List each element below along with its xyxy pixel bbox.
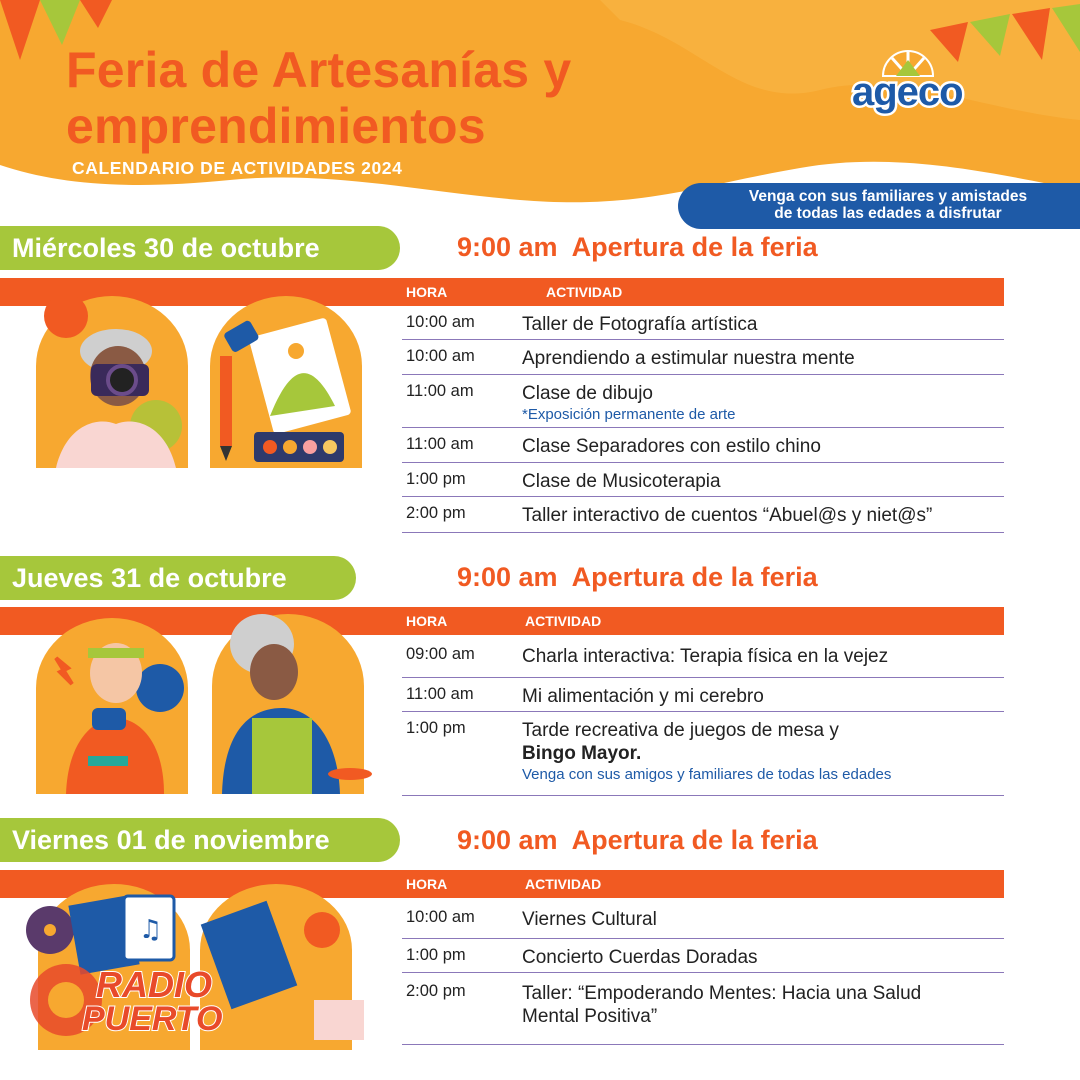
row-note: *Exposición permanente de arte: [522, 406, 736, 423]
row-activity: Taller de Fotografía artística: [522, 314, 758, 335]
row-activity: Aprendiendo a estimular nuestra mente: [522, 348, 855, 369]
title-line-2: emprendimientos: [66, 98, 486, 154]
table-row: [402, 902, 1004, 939]
table-row: [402, 976, 1004, 1045]
opening-time: 9:00 am: [457, 232, 558, 262]
table-row: [402, 940, 1004, 973]
table-row: [402, 341, 1004, 375]
opening-1: [457, 232, 818, 263]
row-activity: Concierto Cuerdas Doradas: [522, 947, 758, 968]
row-activity: Charla interactiva: Terapia física en la vejez: [522, 646, 889, 667]
svg-text:♫: ♫: [139, 915, 163, 945]
day-label-3: Viernes 01 de noviembre: [0, 818, 400, 862]
row-activity: Viernes Cultural: [522, 909, 657, 930]
row-time: 2:00 pm: [406, 504, 466, 522]
title-line-1: Feria de Artesanías y: [66, 42, 572, 98]
row-activity-bold: Bingo Mayor.: [522, 743, 642, 764]
table-row: [402, 713, 1004, 796]
row-activity-group: [522, 382, 735, 425]
table-row: [402, 639, 1004, 678]
subtitle: CALENDARIO DE ACTIVIDADES 2024: [72, 158, 403, 178]
opening-3: [457, 825, 818, 856]
ageco-logo: ageco: [852, 70, 963, 114]
cooking-grandma-illustration: [212, 608, 372, 794]
radio-puerto-watermark: [26, 960, 316, 1040]
row-activity: Taller: “Empoderando Mentes: Hacia una Salud: [522, 983, 922, 1004]
row-activity: Clase Separadores con estilo chino: [522, 436, 821, 457]
row-activity: Tarde recreativa de juegos de mesa y: [522, 720, 839, 741]
header-actividad: ACTIVIDAD: [546, 284, 623, 300]
opening-text: Apertura de la feria: [571, 562, 818, 592]
note-line-1: Venga con sus familiares y amistades: [748, 188, 1028, 205]
row-time: 10:00 am: [406, 313, 475, 331]
row-time: 2:00 pm: [406, 982, 466, 1000]
day-label-1: Miércoles 30 de octubre: [0, 226, 400, 270]
row-activity-group: [522, 719, 891, 785]
row-time: 1:00 pm: [406, 946, 466, 964]
row-time: 10:00 am: [406, 347, 475, 365]
opening-2: [457, 562, 818, 593]
header-hora: HORA: [406, 613, 448, 629]
note-line-2: de todas las edades a disfrutar: [774, 205, 1002, 222]
exercise-man-illustration: [36, 618, 188, 794]
camera-grandma-illustration: [36, 296, 188, 468]
table-row: [402, 679, 1004, 712]
row-time: 11:00 am: [406, 685, 474, 703]
row-activity-line2: Mental Positiva”: [522, 1006, 658, 1027]
table-row: [402, 429, 1004, 463]
row-activity: Mi alimentación y mi cerebro: [522, 686, 764, 707]
row-time: 10:00 am: [406, 908, 475, 926]
row-time: 11:00 am: [406, 382, 474, 400]
header-note: [678, 183, 1080, 229]
table-row: [402, 307, 1004, 340]
row-time: 1:00 pm: [406, 719, 466, 737]
row-note: Venga con sus amigos y familiares de todas las edades: [522, 766, 892, 783]
table-row: [402, 498, 1004, 533]
row-time: 1:00 pm: [406, 470, 466, 488]
table-row: [402, 464, 1004, 497]
header-hora: HORA: [406, 284, 448, 300]
table-row: [402, 376, 1004, 428]
watermark-line-1: RADIO: [96, 964, 212, 1005]
opening-text: Apertura de la feria: [571, 825, 818, 855]
day-label-2: Jueves 31 de octubre: [0, 556, 356, 600]
header-actividad: ACTIVIDAD: [525, 876, 602, 892]
row-activity: Clase de Musicoterapia: [522, 471, 721, 492]
row-activity: Clase de dibujo: [522, 383, 653, 404]
row-activity: Taller interactivo de cuentos “Abuel@s y niet@s”: [522, 505, 933, 526]
row-time: 11:00 am: [406, 435, 474, 453]
opening-time: 9:00 am: [457, 562, 558, 592]
opening-time: 9:00 am: [457, 825, 558, 855]
header-hora: HORA: [406, 876, 448, 892]
row-time: 09:00 am: [406, 645, 475, 663]
row-activity-group: [522, 982, 921, 1028]
opening-text: Apertura de la feria: [571, 232, 818, 262]
header-actividad: ACTIVIDAD: [525, 613, 602, 629]
art-supplies-illustration: [210, 296, 362, 468]
watermark-line-2: PUERTO: [82, 1000, 223, 1038]
